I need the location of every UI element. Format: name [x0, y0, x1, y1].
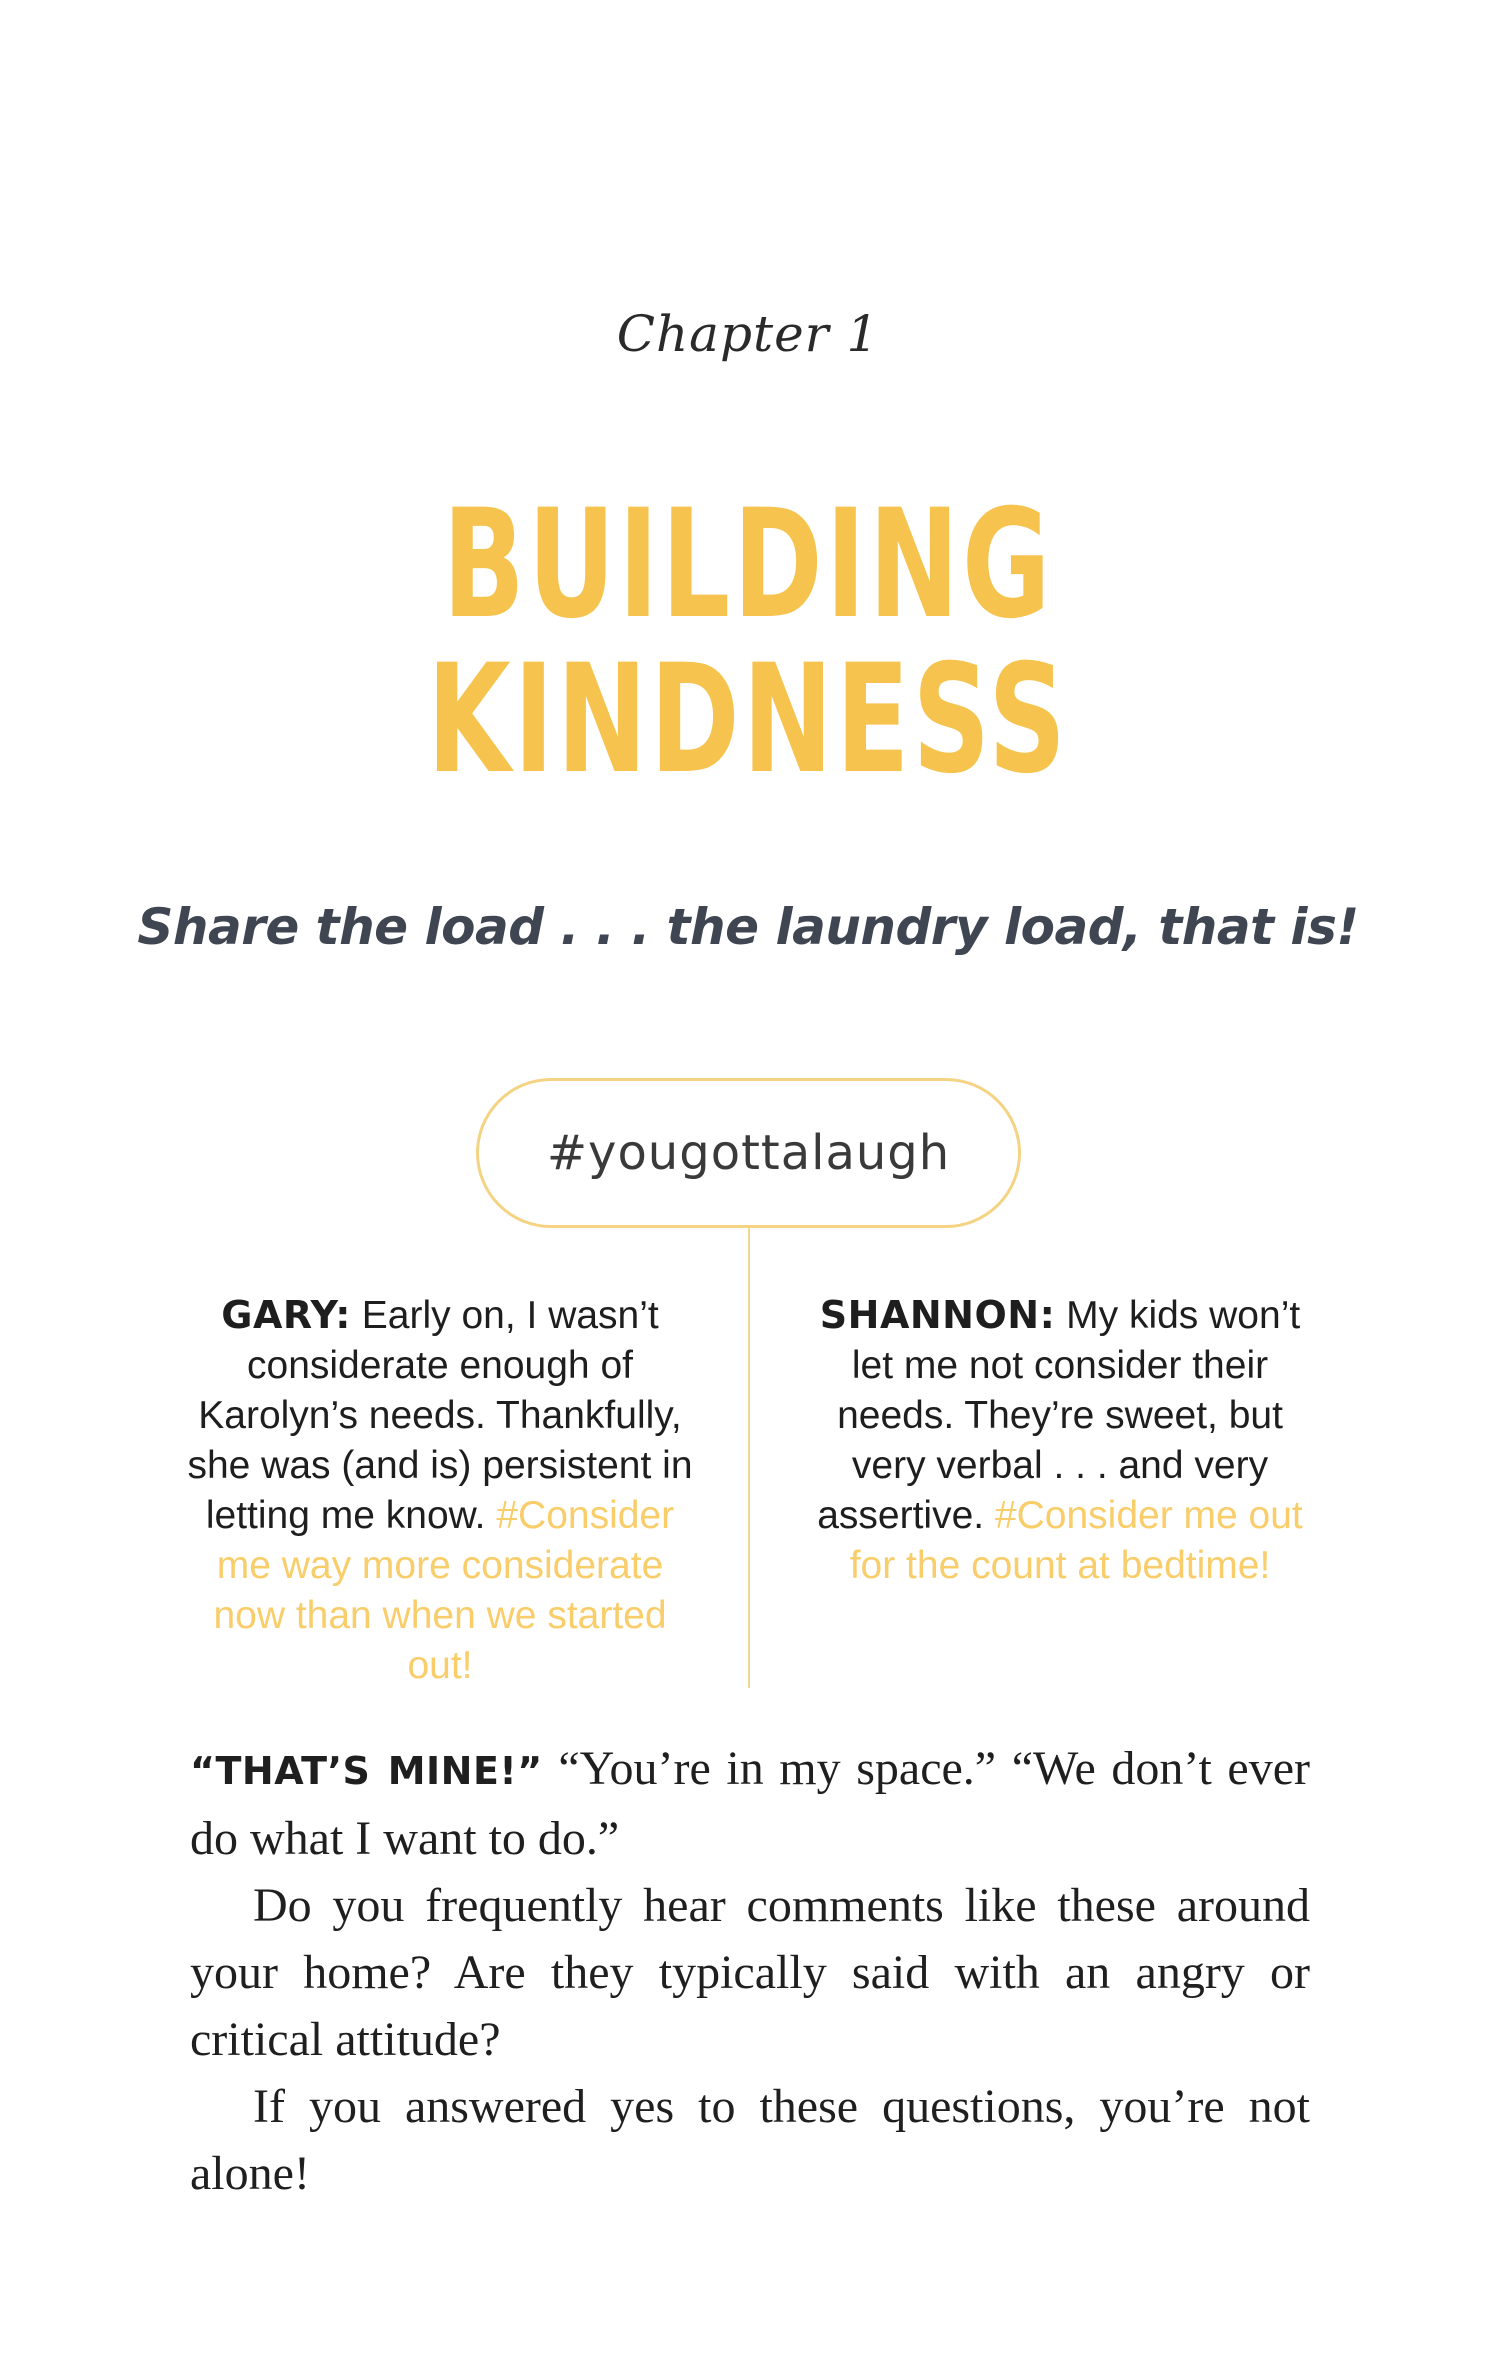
- hashtag-text: #yougottalaugh: [546, 1125, 951, 1181]
- shannon-hashtag-comment: #Consider me out for the count at bedtime!: [849, 1494, 1303, 1587]
- body-lead-quote: “THAT’S MINE!”: [190, 1749, 543, 1793]
- gary-comment-text: Early on, I wasn’t considerate enough of Karolyn’s needs. Thankfully, she was (and is) persistent in letting me know.: [187, 1294, 693, 1537]
- chapter-title-line-2: KINDNESS: [427, 633, 1069, 807]
- gary-comment: [180, 1290, 700, 1691]
- chapter-label: Chapter 1: [616, 305, 880, 363]
- gary-hashtag-comment: #Consider me way more considerate now than when we started out!: [213, 1494, 675, 1687]
- column-divider: [748, 1228, 750, 1688]
- body-paragraph-2: Do you frequently hear comments like these around your home? Are they typically said with an angry or critical attitude?: [190, 1879, 1310, 2066]
- speaker-name-shannon: SHANNON:: [819, 1293, 1056, 1337]
- chapter-title: [0, 478, 1496, 807]
- shannon-comment: [800, 1290, 1320, 1591]
- hashtag-badge: [476, 1078, 1021, 1228]
- body-paragraph-1: [190, 1735, 1310, 1872]
- body-paragraph-3: If you answered yes to these questions, you’re not alone!: [190, 2080, 1310, 2200]
- body-paragraph-1-text: “You’re in my space.” “We don’t ever do what I want to do.”: [190, 1742, 1311, 1865]
- body-text: [190, 1735, 1310, 2207]
- chapter-title-line-1: BUILDING: [442, 478, 1054, 652]
- shannon-comment-text: My kids won’t let me not consider their needs. They’re sweet, but very verbal . . . and very assertive.: [817, 1294, 1301, 1537]
- speaker-name-gary: GARY:: [221, 1293, 351, 1337]
- chapter-subtitle: Share the load . . . the laundry load, that is!: [137, 898, 1359, 956]
